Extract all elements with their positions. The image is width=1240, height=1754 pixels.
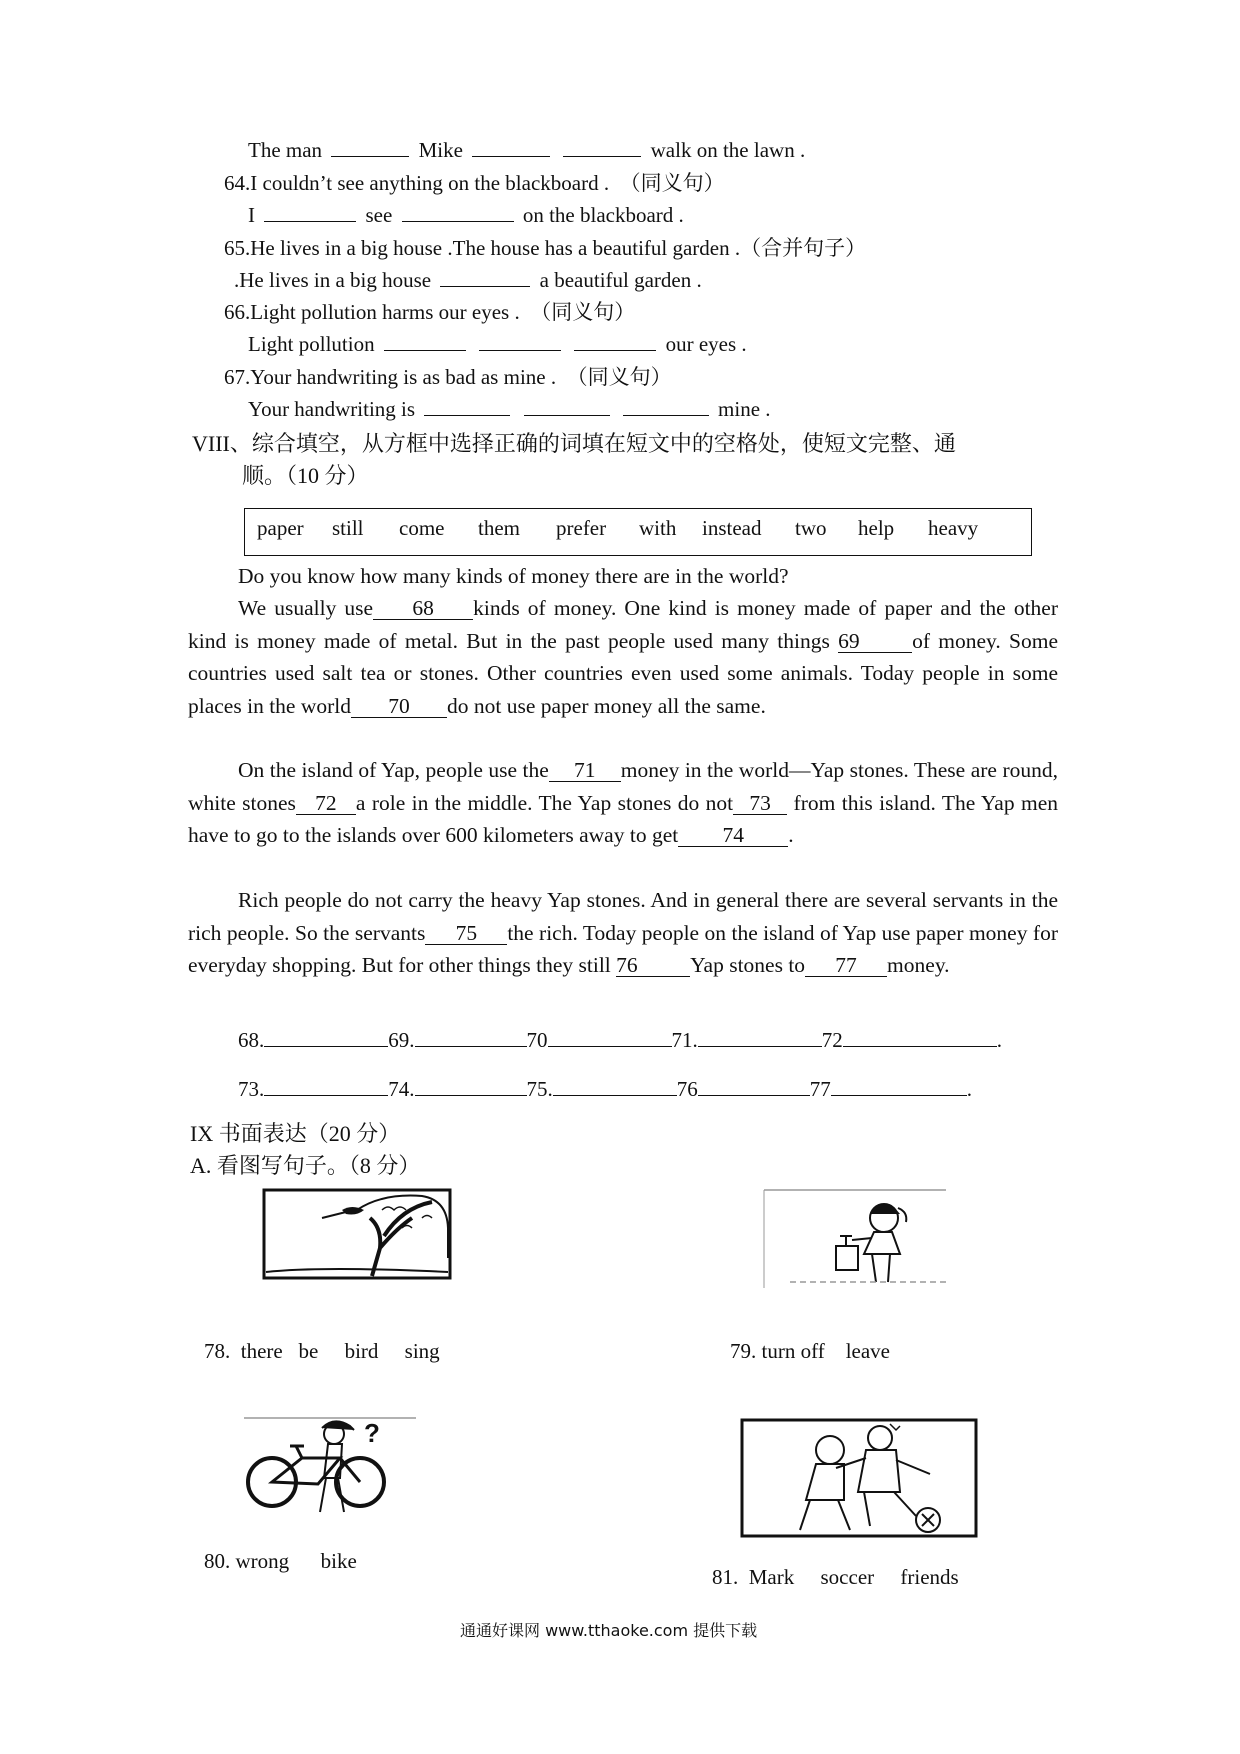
answer-blank[interactable] <box>424 395 510 416</box>
prompt-80: 80. wrong bike <box>204 1549 357 1573</box>
answer-blank[interactable] <box>698 1075 810 1096</box>
answer-blank[interactable] <box>831 1075 967 1096</box>
prompt-79: 79. turn off leave <box>730 1339 890 1363</box>
blank-69[interactable]: 69 <box>838 630 912 653</box>
answer-blank[interactable] <box>563 136 641 157</box>
blank-74[interactable]: 74 <box>678 824 788 847</box>
answer-blank[interactable] <box>574 330 656 351</box>
answer-blank[interactable] <box>472 136 550 157</box>
blank-77[interactable]: 77 <box>805 954 887 977</box>
blank-75[interactable]: 75 <box>425 922 507 945</box>
answer-blank[interactable] <box>331 136 409 157</box>
answer-blank[interactable] <box>384 330 466 351</box>
blank-76[interactable]: 76 <box>616 954 690 977</box>
word-box <box>244 508 1032 556</box>
answer-blank[interactable] <box>264 1075 388 1096</box>
word-option: come <box>399 516 445 540</box>
answer-blank[interactable] <box>415 1075 527 1096</box>
word-option: two <box>795 516 827 540</box>
answer-blank[interactable] <box>698 1026 822 1047</box>
word-option: still <box>332 516 364 540</box>
answer-blank[interactable] <box>623 395 709 416</box>
boy-with-bike-picture <box>240 1412 420 1524</box>
section-9-title: IX 书面表达（20 分） <box>190 1121 401 1146</box>
q67-answer-line: Your handwriting is mine . <box>248 397 771 421</box>
footer-source: 通通好课网 www.tthaoke.com 提供下载 <box>460 1621 758 1640</box>
q65-question: 65.He lives in a big house .The house has a beautiful garden .（合并句子） <box>224 236 867 260</box>
word-option: instead <box>702 516 762 540</box>
answer-blank[interactable] <box>479 330 561 351</box>
q66-answer-line: Light pollution our eyes . <box>248 332 747 356</box>
blank-72[interactable]: 72 <box>296 792 356 815</box>
svg-text:?: ? <box>364 1418 380 1448</box>
bird-in-tree-picture <box>262 1188 452 1280</box>
blank-71[interactable]: 71 <box>549 759 621 782</box>
answer-blank[interactable] <box>264 201 356 222</box>
section-8-title: VIII、综合填空，从方框中选择正确的词填在短文中的空格处，使短文完整、通 <box>192 431 956 456</box>
answer-blank[interactable] <box>415 1026 527 1047</box>
passage-paragraph-3: Rich people do not carry the heavy Yap stones. And in general there are several servants in the rich people. So the servants 75 the rich. Today people on the island of Yap use paper money for everyday shopping. But for other things they still 76 Yap stones to 77 money. <box>188 888 1058 978</box>
answer-blank[interactable] <box>553 1075 677 1096</box>
boys-playing-soccer-picture <box>740 1416 980 1540</box>
section-8-title-cont: 顺。（10 分） <box>242 463 369 488</box>
prompt-78: 78. there be bird sing <box>204 1339 440 1363</box>
passage-intro: Do you know how many kinds of money there are in the world? <box>238 564 789 588</box>
passage-paragraph-1: We usually use 68 kinds of money. One kind is money made of paper and the other kind is money made of metal. But in the past people used many things 69 of money. Some countries used salt tea or stones. Other countries even used some animals. Today people in some places in the world 70 do not use paper money all the same. <box>188 596 1059 718</box>
answer-blank[interactable] <box>524 395 610 416</box>
answer-blank[interactable] <box>402 201 514 222</box>
q67-question: 67.Your handwriting is as bad as mine . （同义句） <box>224 365 672 389</box>
word-option: help <box>858 516 895 540</box>
passage-paragraph-2: On the island of Yap, people use the 71 money in the world—Yap stones. These are round, white stones 72 a role in the middle. The Yap stones do not 73 from this island. The Yap men have to go to the islands over 600 kilometers away to get 74 . <box>188 758 1058 848</box>
answer-row-1: 68. 69. 70 71. 72 . <box>238 1028 1002 1052</box>
q64-question: 64.I couldn’t see anything on the blackboard . （同义句） <box>224 171 725 195</box>
prompt-81: 81. Mark soccer friends <box>712 1565 959 1589</box>
answer-row-2: 73. 74. 75. 76 77 . <box>238 1077 972 1101</box>
word-option: prefer <box>556 516 607 540</box>
word-option: paper <box>257 516 304 540</box>
word-option: with <box>639 516 677 540</box>
girl-at-tap-picture <box>760 1184 950 1294</box>
section-9-part-a: A. 看图写句子。（8 分） <box>190 1153 421 1178</box>
q63-line: The man Mike walk on the lawn . <box>248 138 806 162</box>
word-option: heavy <box>928 516 979 540</box>
q65-answer-line: .He lives in a big house a beautiful garden . <box>234 268 702 292</box>
q66-question: 66.Light pollution harms our eyes . （同义句） <box>224 300 636 324</box>
answer-blank[interactable] <box>264 1026 388 1047</box>
q64-answer-line: I see on the blackboard . <box>248 203 684 227</box>
word-option: them <box>478 516 520 540</box>
blank-73[interactable]: 73 <box>733 792 787 815</box>
answer-blank[interactable] <box>843 1026 997 1047</box>
answer-blank[interactable] <box>548 1026 672 1047</box>
answer-blank[interactable] <box>440 266 530 287</box>
blank-70[interactable]: 70 <box>351 695 447 718</box>
blank-68[interactable]: 68 <box>373 597 473 620</box>
